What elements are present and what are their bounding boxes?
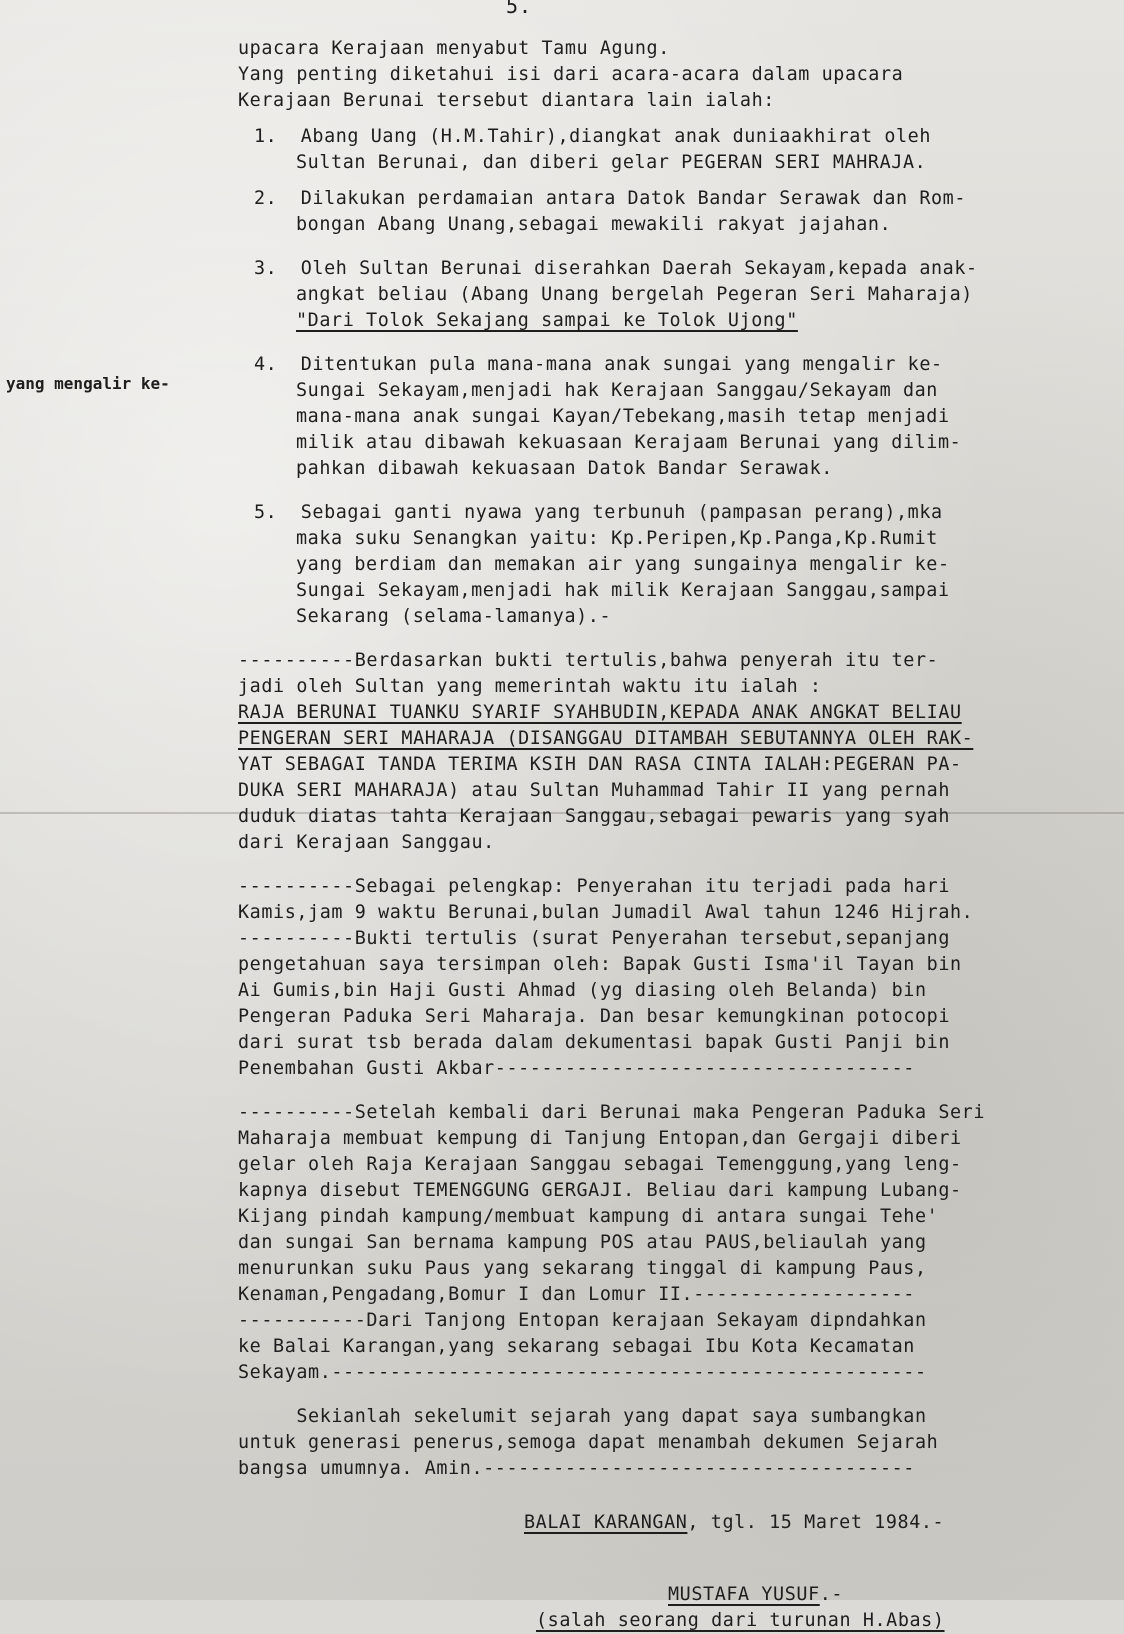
item-line: Sungai Sekayam,menjadi hak milik Kerajaan Sanggau,sampai (296, 580, 950, 601)
list-item-1 (238, 124, 1098, 176)
list-item-4 (238, 352, 1098, 482)
item-number: 1. (254, 126, 278, 147)
intro-line: Yang penting diketahui isi dari acara-acara dalam upacara (238, 64, 904, 85)
signature-block (238, 1510, 1098, 1634)
item-line-underlined: "Dari Tolok Sekajang sampai ke Tolok Ujong" (296, 310, 798, 331)
item-line: Sebagai ganti nyawa yang terbunuh (pampasan perang),mka (300, 502, 943, 523)
signature-place: BALAI KARANGAN (524, 1512, 688, 1533)
paragraph-line: Kamis,jam 9 waktu Berunai,bulan Jumadil Awal tahun 1246 Hijrah. (238, 902, 974, 923)
paragraph-line: gelar oleh Raja Kerajaan Sanggau sebagai Temenggung,yang leng- (238, 1154, 962, 1175)
closing-line: bangsa umumnya. Amin.------------------------------------- (238, 1458, 915, 1479)
paragraph-line: ----------Bukti tertulis (surat Penyerahan tersebut,sepanjang (238, 928, 950, 949)
paragraph-line: kapnya disebut TEMENGGUNG GERGAJI. Beliau dari kampung Lubang- (238, 1180, 962, 1201)
item-line: Sekarang (selama-lamanya).- (296, 606, 612, 627)
signature-name-suffix: .- (819, 1584, 844, 1605)
paragraph-line: ----------Sebagai pelengkap: Penyerahan itu terjadi pada hari (238, 876, 950, 897)
item-line: yang berdiam dan memakan air yang sungainya mengalir ke- (296, 554, 950, 575)
paragraph-line: ----------Setelah kembali dari Berunai maka Pengeran Paduka Seri (238, 1102, 986, 1123)
item-number: 4. (254, 354, 278, 375)
paragraph-setelah (238, 1100, 1098, 1386)
paragraph-line: YAT SEBAGAI TANDA TERIMA KSIH DAN RASA CINTA IALAH:PEGERAN PA- (238, 754, 962, 775)
paragraph-line: ke Balai Karangan,yang sekarang sebagai Ibu Kota Kecamatan (238, 1336, 915, 1357)
paragraph-line: pengetahuan saya tersimpan oleh: Bapak Gusti Isma'il Tayan bin (238, 954, 962, 975)
paragraph-pelengkap (238, 874, 1098, 1082)
item-line: mana-mana anak sungai Kayan/Tebekang,masih tetap menjadi (296, 406, 950, 427)
item-number: 5. (254, 502, 278, 523)
paragraph-line: ----------Berdasarkan bukti tertulis,bahwa penyerah itu ter- (238, 650, 939, 671)
item-line: Sungai Sekayam,menjadi hak Kerajaan Sanggau/Sekayam dan (296, 380, 938, 401)
item-line: bongan Abang Unang,sebagai mewakili rakyat jajahan. (296, 214, 892, 235)
paragraph-line: DUKA SERI MAHARAJA) atau Sultan Muhammad Tahir II yang pernah (238, 780, 950, 801)
paragraph-line: duduk diatas tahta Kerajaan Sanggau,sebagai pewaris yang syah (238, 806, 950, 827)
item-line: Sultan Berunai, dan diberi gelar PEGERAN SERI MAHRAJA. (296, 152, 927, 173)
paragraph-line-underlined: PENGERAN SERI MAHARAJA (DISANGGAU DITAMBAH SEBUTANNYA OLEH RAK- (238, 728, 974, 749)
item-line: Abang Uang (H.M.Tahir),diangkat anak duniaakhirat oleh (300, 126, 932, 147)
item-line: pahkan dibawah kekuasaan Datok Bandar Serawak. (296, 458, 833, 479)
paragraph-line: Ai Gumis,bin Haji Gusti Ahmad (yg diasing oleh Belanda) bin (238, 980, 927, 1001)
paragraph-line: menurunkan suku Paus yang sekarang tinggal di kampung Paus, (238, 1258, 927, 1279)
item-line: Dilakukan perdamaian antara Datok Bandar Serawak dan Rom- (300, 188, 967, 209)
paragraph-line: Penembahan Gusti Akbar------------------------------------ (238, 1058, 915, 1079)
page-number: 5. (506, 0, 533, 18)
margin-note: yang mengalir ke- (6, 374, 170, 393)
paragraph-line: Kijang pindah kampung/membuat kampung di antara sungai Tehe' (238, 1206, 939, 1227)
paragraph-line: Kenaman,Pengadang,Bomur I dan Lomur II.------------------- (238, 1284, 915, 1305)
intro-line: Kerajaan Berunai tersebut diantara lain ialah: (238, 90, 775, 111)
paragraph-line: -----------Dari Tanjong Entopan kerajaan Sekayam dipndahkan (238, 1310, 927, 1331)
closing-paragraph (238, 1404, 1098, 1482)
item-line: Ditentukan pula mana-mana anak sungai yang mengalir ke- (300, 354, 943, 375)
item-line: Oleh Sultan Berunai diserahkan Daerah Sekayam,kepada anak- (300, 258, 978, 279)
list-item-5 (238, 500, 1098, 630)
paragraph-line: dan sungai San bernama kampung POS atau PAUS,beliaulah yang (238, 1232, 927, 1253)
item-line: milik atau dibawah kekuasaan Kerajaam Berunai yang dilim- (296, 432, 962, 453)
paragraph-line: Pengeran Paduka Seri Maharaja. Dan besar kemungkinan potocopi (238, 1006, 950, 1027)
paragraph-line-underlined: RAJA BERUNAI TUANKU SYARIF SYAHBUDIN,KEPADA ANAK ANGKAT BELIAU (238, 702, 962, 723)
item-number: 2. (254, 188, 278, 209)
paragraph-line: Sekayam.--------------------------------------------------- (238, 1362, 927, 1383)
closing-line: Sekianlah sekelumit sejarah yang dapat saya sumbangkan (238, 1406, 927, 1427)
paragraph-line: Maharaja membuat kempung di Tanjung Entopan,dan Gergaji diberi (238, 1128, 962, 1149)
list-item-2 (238, 186, 1098, 238)
item-line: maka suku Senangkan yaitu: Kp.Peripen,Kp.Panga,Kp.Rumit (296, 528, 938, 549)
signature-description: (salah seorang dari turunan H.Abas) (536, 1610, 945, 1631)
signature-name: MUSTAFA YUSUF (668, 1584, 820, 1605)
paragraph-line: jadi oleh Sultan yang memerintah waktu itu ialah : (238, 676, 822, 697)
intro-paragraph (238, 36, 1098, 114)
closing-line: untuk generasi penerus,semoga dapat menambah dekumen Sejarah (238, 1432, 939, 1453)
signature-date: , tgl. 15 Maret 1984.- (687, 1512, 945, 1533)
item-line: angkat beliau (Abang Unang bergelah Pegeran Seri Maharaja) (296, 284, 973, 305)
paragraph-line: dari Kerajaan Sanggau. (238, 832, 495, 853)
document-body (238, 36, 1098, 1634)
list-item-3 (238, 256, 1098, 334)
paragraph-line: dari surat tsb berada dalam dekumentasi bapak Gusti Panji bin (238, 1032, 950, 1053)
item-number: 3. (254, 258, 278, 279)
intro-line: upacara Kerajaan menyabut Tamu Agung. (238, 38, 670, 59)
paragraph-bukti (238, 648, 1098, 856)
